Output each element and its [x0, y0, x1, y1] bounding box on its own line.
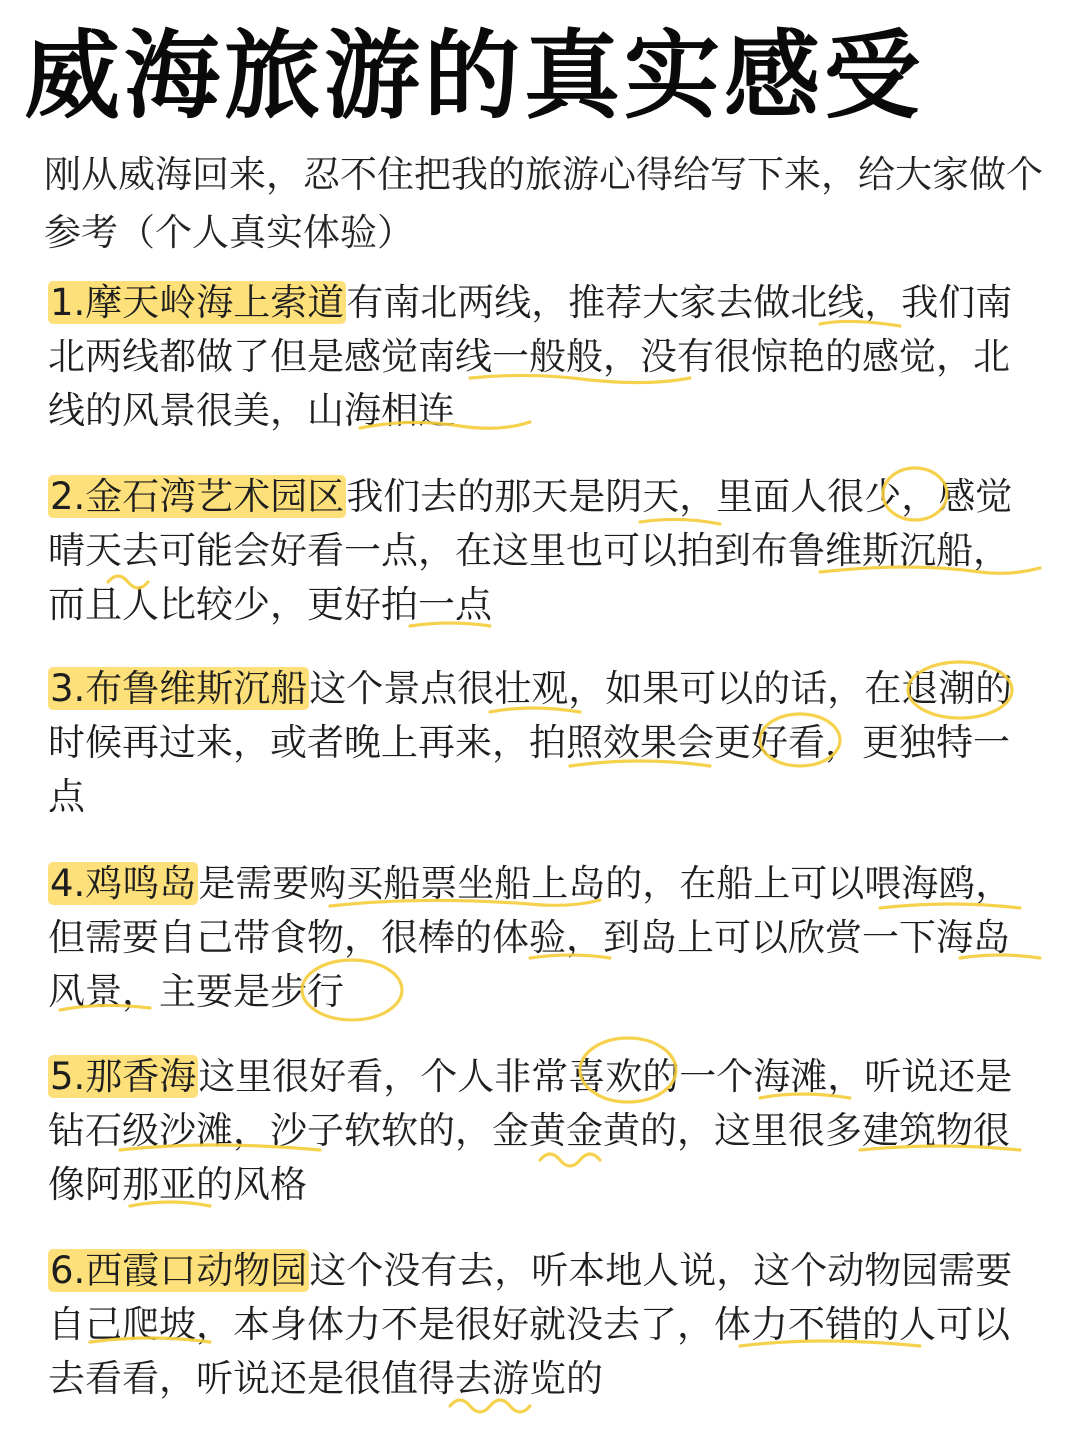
item-text: 有南北两线，推荐大家去做北线，我们南北两线都做了但是感觉南线一般般，没有很惊艳的感觉，北线的风景很美，山海相连 [48, 281, 1013, 432]
list-item [48, 470, 1038, 632]
item-text: 这里很好看，个人非常喜欢的一个海滩，听说还是钻石级沙滩，沙子软软的，金黄金黄的，这里很多建筑物很像阿那亚的风格 [48, 1055, 1013, 1206]
item-highlight-label: 5.那香海 [50, 1055, 197, 1098]
list-item [48, 276, 1038, 438]
list-item [48, 1244, 1038, 1406]
item-highlight-label: 2.金石湾艺术园区 [50, 475, 345, 518]
page-title: 威海旅游的真实感受 [24, 20, 924, 132]
item-highlight-label: 6.西霞口动物园 [50, 1249, 308, 1292]
list-item [48, 662, 1038, 824]
list-item [48, 857, 1038, 1019]
item-text: 是需要购买船票坐船上岛的，在船上可以喂海鸥，但需要自己带食物，很棒的体验，到岛上可以欣赏一下海岛风景，主要是步行 [48, 862, 1013, 1013]
item-highlight-label: 1.摩天岭海上索道 [50, 281, 345, 324]
item-text: 我们去的那天是阴天，里面人很少，感觉晴天去可能会好看一点，在这里也可以拍到布鲁维斯沉船，而且人比较少，更好拍一点 [48, 475, 1013, 626]
item-text: 这个没有去，听本地人说，这个动物园需要自己爬坡，本身体力不是很好就没去了，体力不错的人可以去看看，听说还是很值得去游览的 [48, 1249, 1013, 1400]
item-highlight-label: 3.布鲁维斯沉船 [50, 667, 308, 710]
item-text: 这个景点很壮观，如果可以的话，在退潮的时候再过来，或者晚上再来，拍照效果会更好看，更独特一点 [48, 667, 1013, 818]
list-item [48, 1050, 1038, 1212]
item-highlight-label: 4.鸡鸣岛 [50, 862, 197, 905]
intro-paragraph: 刚从威海回来，忍不住把我的旅游心得给写下来，给大家做个参考（个人真实体验） [44, 153, 1043, 254]
